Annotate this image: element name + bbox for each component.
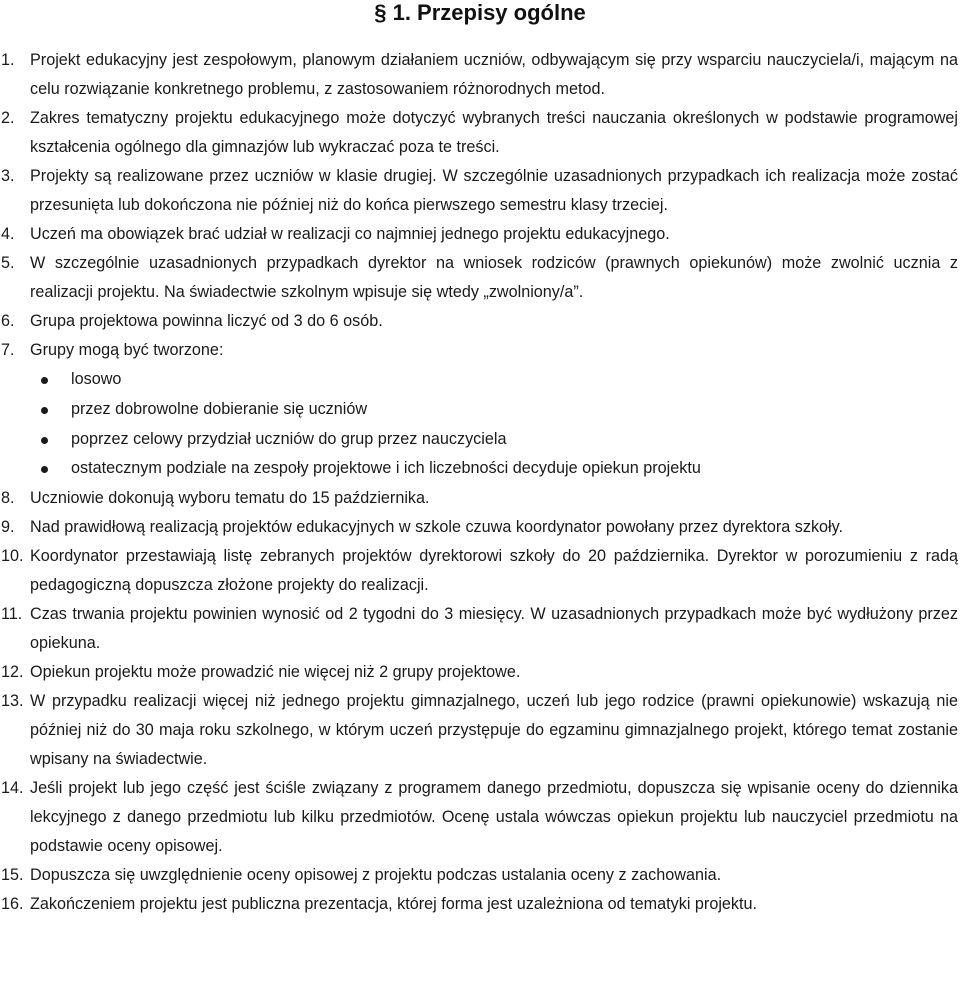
item-text: Uczeń ma obowiązek brać udział w realizacji co najmniej jednego projektu edukacyjnego. bbox=[30, 225, 670, 243]
item-number: 5. bbox=[1, 254, 15, 272]
list-item bbox=[0, 162, 958, 220]
list-item bbox=[0, 484, 958, 513]
item-number: 6. bbox=[1, 312, 15, 330]
item-number: 4. bbox=[1, 225, 15, 243]
item-text: Dopuszcza się uwzględnienie oceny opisowej z projektu podczas ustalania oceny z zachowania. bbox=[30, 866, 722, 885]
list-item bbox=[0, 104, 958, 162]
list-item bbox=[0, 542, 958, 600]
bullet-icon bbox=[0, 365, 71, 395]
list-item bbox=[0, 890, 958, 919]
item-text: Zakończeniem projektu jest publiczna prezentacja, której forma jest uzależniona od tematyki projektu. bbox=[30, 895, 758, 914]
item-text: Opiekun projektu może prowadzić nie więcej niż 2 grupy projektowe. bbox=[30, 663, 521, 682]
item-number: 2. bbox=[1, 109, 15, 127]
bullet-icon bbox=[0, 454, 71, 484]
list-item bbox=[0, 249, 958, 307]
bullet-text: ostatecznym podziale na zespoły projektowe i ich liczebności decyduje opiekun projektu bbox=[71, 459, 701, 478]
item-number: 15. bbox=[1, 866, 24, 885]
item-text: Zakres tematyczny projektu edukacyjnego może dotyczyć wybranych treści nauczania określonych w podstawie programowej kształcenia ogólnego dla gimnazjów lub wykraczać poza te treści. bbox=[30, 109, 958, 156]
item-text: W szczególnie uzasadnionych przypadkach dyrektor na wniosek rodziców (prawnych opiekunów) może zwolnić ucznia z realizacji projektu. Na świadectwie szkolnym wpisuje się wtedy „zwolniony/a”. bbox=[30, 254, 958, 301]
list-item bbox=[0, 687, 958, 774]
bullet-item bbox=[0, 395, 958, 425]
provisions-list bbox=[0, 46, 958, 919]
list-item bbox=[0, 600, 958, 658]
bullet-item bbox=[0, 454, 958, 484]
bullet-text: przez dobrowolne dobieranie się uczniów bbox=[71, 399, 368, 418]
item-number: 1. bbox=[1, 51, 15, 69]
item-text: Projekty są realizowane przez uczniów w klasie drugiej. W szczególnie uzasadnionych przypadkach ich realizacja może zostać przesunięta lub dokończona nie później niż do końca pierwszego semestru klasy trzeciej. bbox=[30, 167, 958, 214]
bullet-list bbox=[0, 365, 958, 484]
item-text: Jeśli projekt lub jego część jest ściśle związany z programem danego przedmiotu, dopuszcza się wpisanie oceny do dziennika lekcyjnego z danego przedmiotu lub kilku przedmiotów. Ocenę ustala wówczas opiekun projektu lub nauczyciel przedmiotu na podstawie oceny opisowej. bbox=[30, 779, 958, 856]
list-item bbox=[0, 774, 958, 861]
item-number: 7. bbox=[1, 341, 15, 359]
item-text: Projekt edukacyjny jest zespołowym, planowym działaniem uczniów, odbywającym się przy wsparciu nauczyciela/i, mającym na celu rozwiązanie konkretnego problemu, z zastosowaniem różnorodnych metod. bbox=[30, 51, 958, 98]
item-number: 11. bbox=[1, 605, 23, 624]
bullet-icon bbox=[0, 425, 71, 455]
item-number: 14. bbox=[1, 779, 24, 798]
list-item bbox=[0, 336, 958, 365]
item-number: 12. bbox=[1, 663, 24, 682]
bullet-icon bbox=[0, 395, 71, 425]
list-item bbox=[0, 220, 958, 249]
bullet-text: losowo bbox=[71, 370, 122, 388]
bullet-text: poprzez celowy przydział uczniów do grup przez nauczyciela bbox=[71, 429, 507, 448]
item-text: Uczniowie dokonują wyboru tematu do 15 października. bbox=[30, 489, 430, 508]
list-item bbox=[0, 46, 958, 104]
item-number: 9. bbox=[1, 518, 15, 537]
item-text: W przypadku realizacji więcej niż jednego projektu gimnazjalnego, uczeń lub jego rodzice (prawni opiekunowie) wskazują nie później niż do 30 maja roku szkolnego, w którym uczeń przystępuje do egzaminu gimnazjalnego projekt, którego temat zostanie wpisany na świadectwie. bbox=[30, 692, 958, 769]
section-heading: § 1. Przepisy ogólne bbox=[374, 0, 586, 25]
list-item bbox=[0, 307, 958, 336]
bullet-item bbox=[0, 365, 958, 395]
item-text: Czas trwania projektu powinien wynosić od 2 tygodni do 3 miesięcy. W uzasadnionych przypadkach może być wydłużony przez opiekuna. bbox=[30, 605, 958, 653]
item-number: 8. bbox=[1, 489, 15, 508]
list-item bbox=[0, 861, 958, 890]
item-number: 3. bbox=[1, 167, 15, 185]
item-text: Nad prawidłową realizacją projektów edukacyjnych w szkole czuwa koordynator powołany przez dyrektora szkoły. bbox=[30, 518, 844, 537]
item-number: 16. bbox=[1, 895, 24, 914]
item-text: Grupy mogą być tworzone: bbox=[30, 341, 224, 359]
bullet-item bbox=[0, 425, 958, 455]
list-item bbox=[0, 658, 958, 687]
item-number: 13. bbox=[1, 692, 24, 711]
item-number: 10. bbox=[1, 547, 24, 566]
list-item bbox=[0, 513, 958, 542]
item-text: Grupa projektowa powinna liczyć od 3 do 6 osób. bbox=[30, 312, 383, 330]
item-text: Koordynator przestawiają listę zebranych projektów dyrektorowi szkoły do 20 października. Dyrektor w porozumieniu z radą pedagogiczną dopuszcza złożone projekty do realizacji. bbox=[30, 547, 958, 595]
